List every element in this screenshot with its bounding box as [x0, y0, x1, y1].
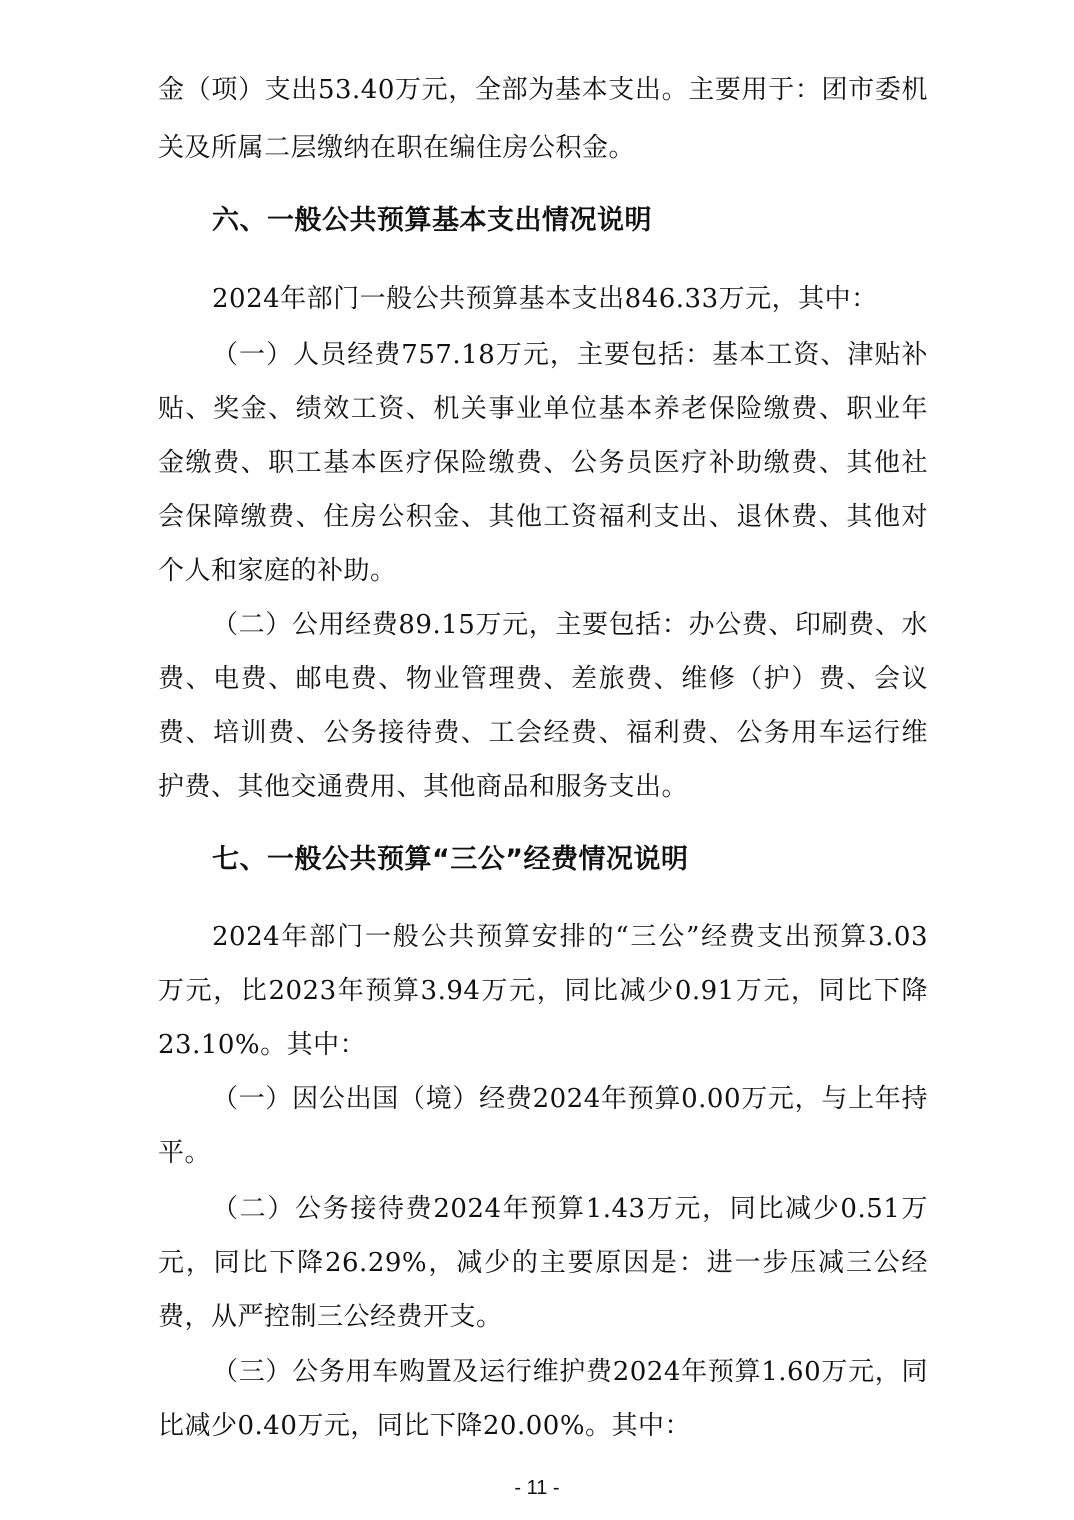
- paragraph-line: 比减少0.40万元，同比下降20.00%。其中：: [158, 1411, 692, 1441]
- paragraph-line: 金（项）支出53.40万元，全部为基本支出。主要用于：团市委机: [158, 75, 928, 105]
- paragraph-line: （三）公务用车购置及运行维护费2024年预算1.60万元，同: [212, 1357, 928, 1387]
- paragraph-line: 费、培训费、公务接待费、工会经费、福利费、公务用车运行维: [158, 718, 928, 748]
- paragraph-line: 2024年部门一般公共预算安排的“三公”经费支出预算3.03: [212, 922, 928, 952]
- paragraph-line: （二）公用经费89.15万元，主要包括：办公费、印刷费、水: [212, 610, 928, 640]
- paragraph-line: 费，从严控制三公经费开支。: [158, 1302, 503, 1332]
- paragraph-line: 会保障缴费、住房公积金、其他工资福利支出、退休费、其他对: [158, 502, 928, 532]
- paragraph-line: 平。: [158, 1138, 212, 1168]
- paragraph-line: 贴、奖金、绩效工资、机关事业单位基本养老保险缴费、职业年: [158, 394, 928, 424]
- paragraph-line: 23.10%。其中：: [158, 1030, 367, 1060]
- paragraph-line: 个人和家庭的补助。: [158, 556, 397, 586]
- paragraph-line: 万元，比2023年预算3.94万元，同比减少0.91万元，同比下降: [158, 976, 928, 1006]
- paragraph-line: 关及所属二层缴纳在职在编住房公积金。: [158, 133, 636, 163]
- paragraph-line: 2024年部门一般公共预算基本支出846.33万元，其中：: [212, 284, 878, 314]
- paragraph-line: 元，同比下降26.29%，减少的主要原因是：进一步压减三公经: [158, 1248, 928, 1278]
- paragraph-line: 护费、其他交通费用、其他商品和服务支出。: [158, 772, 689, 802]
- paragraph-line: 金缴费、职工基本医疗保险缴费、公务员医疗补助缴费、其他社: [158, 448, 928, 478]
- section-heading-7: 七、一般公共预算“三公”经费情况说明: [212, 844, 689, 875]
- paragraph-line: （一）人员经费757.18万元，主要包括：基本工资、津贴补: [212, 340, 928, 370]
- page-number: - 11 -: [514, 1477, 560, 1499]
- paragraph-line: （二）公务接待费2024年预算1.43万元，同比减少0.51万: [212, 1194, 928, 1224]
- paragraph-line: 费、电费、邮电费、物业管理费、差旅费、维修（护）费、会议: [158, 664, 928, 694]
- paragraph-line: （一）因公出国（境）经费2024年预算0.00万元，与上年持: [212, 1084, 928, 1114]
- section-heading-6: 六、一般公共预算基本支出情况说明: [212, 205, 652, 236]
